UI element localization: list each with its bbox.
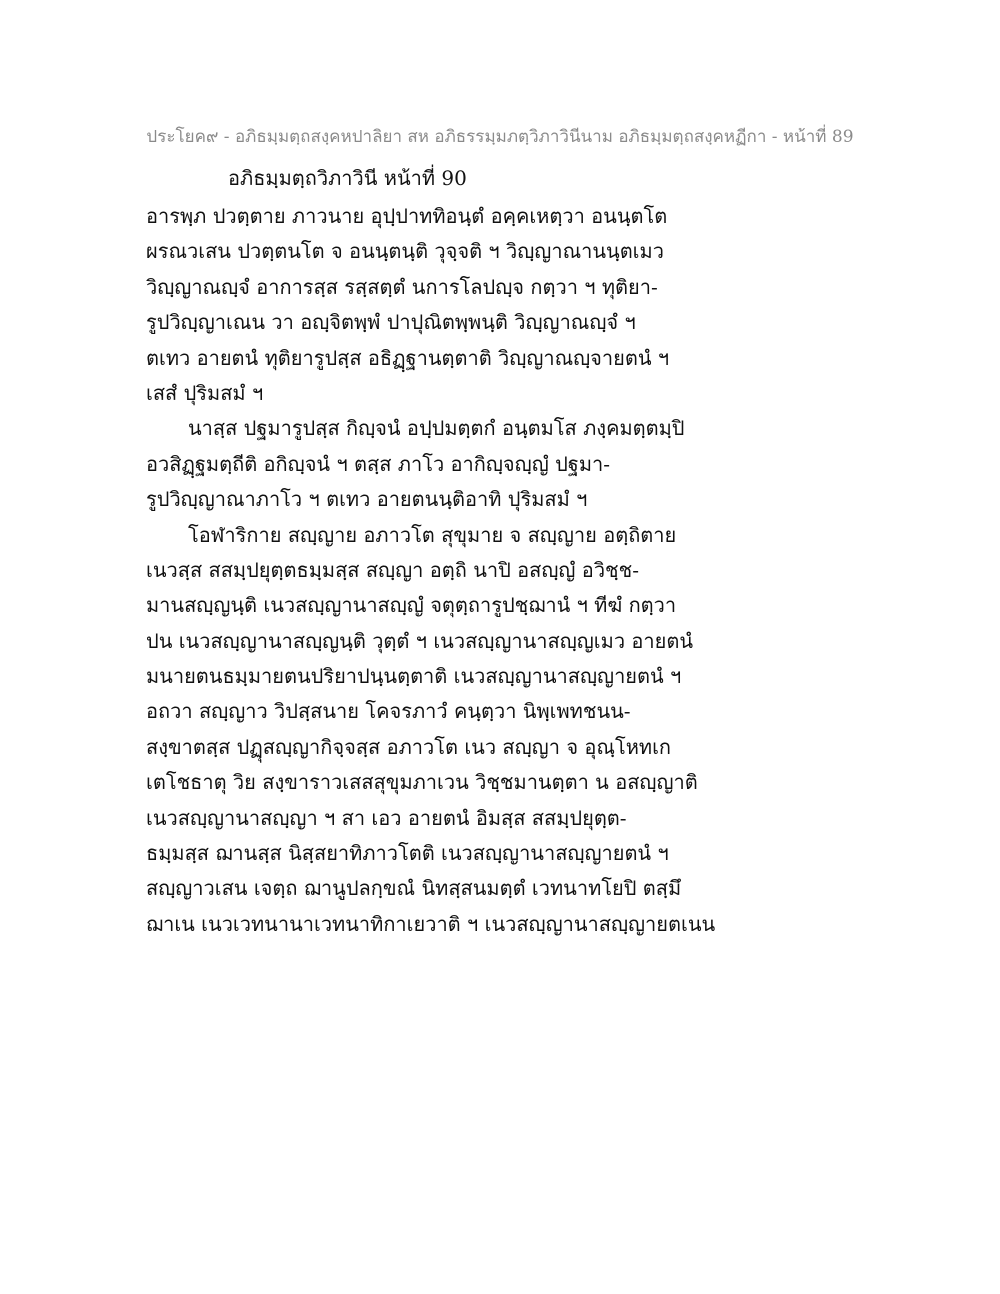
text-line: วิญฺญาณญฺจํ อาการสฺส รสฺสตฺตํ นการโลปญฺจ กตฺวา ฯ ทุติยา- <box>146 274 658 299</box>
text-line: ผรณวเสน ปวตฺตนโต จ อนนฺตนฺติ วุจฺจติ ฯ วิญฺญาณานนฺตเมว <box>146 239 664 264</box>
running-header: ประโยค๙ - อภิธมฺมตฺถสงฺคหปาลิยา สห อภิธรรมฺมภตฺวิภาวินีนาม อภิธมฺมตฺถสงฺคหฏีกา - หน้าที่ 89 <box>146 127 854 147</box>
text-line: รูปวิญฺญาเณน วา อญฺจิตพฺพํ ปาปุณิตพฺพนฺติ วิญฺญาณญฺจํ ฯ <box>146 310 636 335</box>
text-line: ปน เนวสญฺญานาสญฺญนฺติ วุตฺตํ ฯ เนวสญฺญานาสญฺญเมว อายตนํ <box>146 628 694 653</box>
text-line: อวสิฏฺฐมตฺถีติ อกิญฺจนํ ฯ ตสฺส ภาโว อากิญฺจญฺญํ ปฐมา- <box>146 451 610 476</box>
paragraph-first-line: โอฬาริกาย สญฺญาย อภาวโต สุขุมาย จ สญฺญาย อตฺถิตาย <box>188 522 677 547</box>
page-title: อภิธมฺมตฺถวิภาวินี หน้าที่ 90 <box>228 166 467 190</box>
text-line: สงฺขาตสฺส ปฏุสญฺญากิจฺจสฺส อภาวโต เนว สญฺญา จ อุณฺโหทเก <box>146 734 672 759</box>
body-text <box>146 199 716 942</box>
text-line: เนวสญฺญานาสญฺญา ฯ สา เอว อายตนํ อิมสฺส สสมฺปยุตฺต- <box>146 805 627 830</box>
text-line: ตเทว อายตนํ ทุติยารูปสฺส อธิฏฺฐานตฺตาติ วิญฺญาณญฺจายตนํ ฯ <box>146 345 670 370</box>
text-line: เนวสฺส สสมฺปยุตฺตธมฺมสฺส สญฺญา อตฺถิ นาปิ อสญฺญํ อวิชฺช- <box>146 557 639 582</box>
text-line: รูปวิญฺญาณาภาโว ฯ ตเทว อายตนนฺติอาทิ ปุริมสมํ ฯ <box>146 487 588 512</box>
text-line: เตโชธาตุ วิย สงฺขาราวเสสสุขุมภาเวน วิชฺชมานตฺตา น อสญฺญาติ <box>146 770 698 795</box>
paragraph-first-line: นาสฺส ปฐมารูปสฺส กิญฺจนํ อปฺปมตฺตกํ อนฺตมโส ภงฺคมตฺตมฺปิ <box>188 416 685 441</box>
text-line: เสสํ ปุริมสมํ ฯ <box>146 380 264 405</box>
text-line: อารพฺภ ปวตฺตาย ภาวนาย อุปฺปาททิอนฺตํ อคฺคเหตฺวา อนนฺตโต <box>146 204 668 228</box>
text-line: อถวา สญฺญาว วิปสฺสนาย โคจรภาวํ คนฺตฺวา นิพฺเพทชนน- <box>146 699 631 724</box>
text-line: มนายตนธมฺมายตนปริยาปนฺนตฺตาติ เนวสญฺญานาสญฺญายตนํ ฯ <box>146 664 682 689</box>
text-line: ธมฺมสฺส ฌานสฺส นิสฺสยาทิภาวโตติ เนวสญฺญานาสญฺญายตนํ ฯ <box>146 841 669 866</box>
text-line: มานสญฺญนฺติ เนวสญฺญานาสญฺญํ จตุตฺถารูปชฺฌานํ ฯ ทีฆํ กตฺวา <box>146 593 677 618</box>
text-line: สญฺญาวเสน เจตฺถ ฌานูปลกฺขณํ นิทสฺสนมตฺตํ เวทนาทโยปิ ตสฺมึ <box>146 876 682 901</box>
text-line: ฌาเน เนวเวทนานาเวทนาทิกาเยวาติ ฯ เนวสญฺญานาสญฺญายตเนน <box>146 911 716 936</box>
